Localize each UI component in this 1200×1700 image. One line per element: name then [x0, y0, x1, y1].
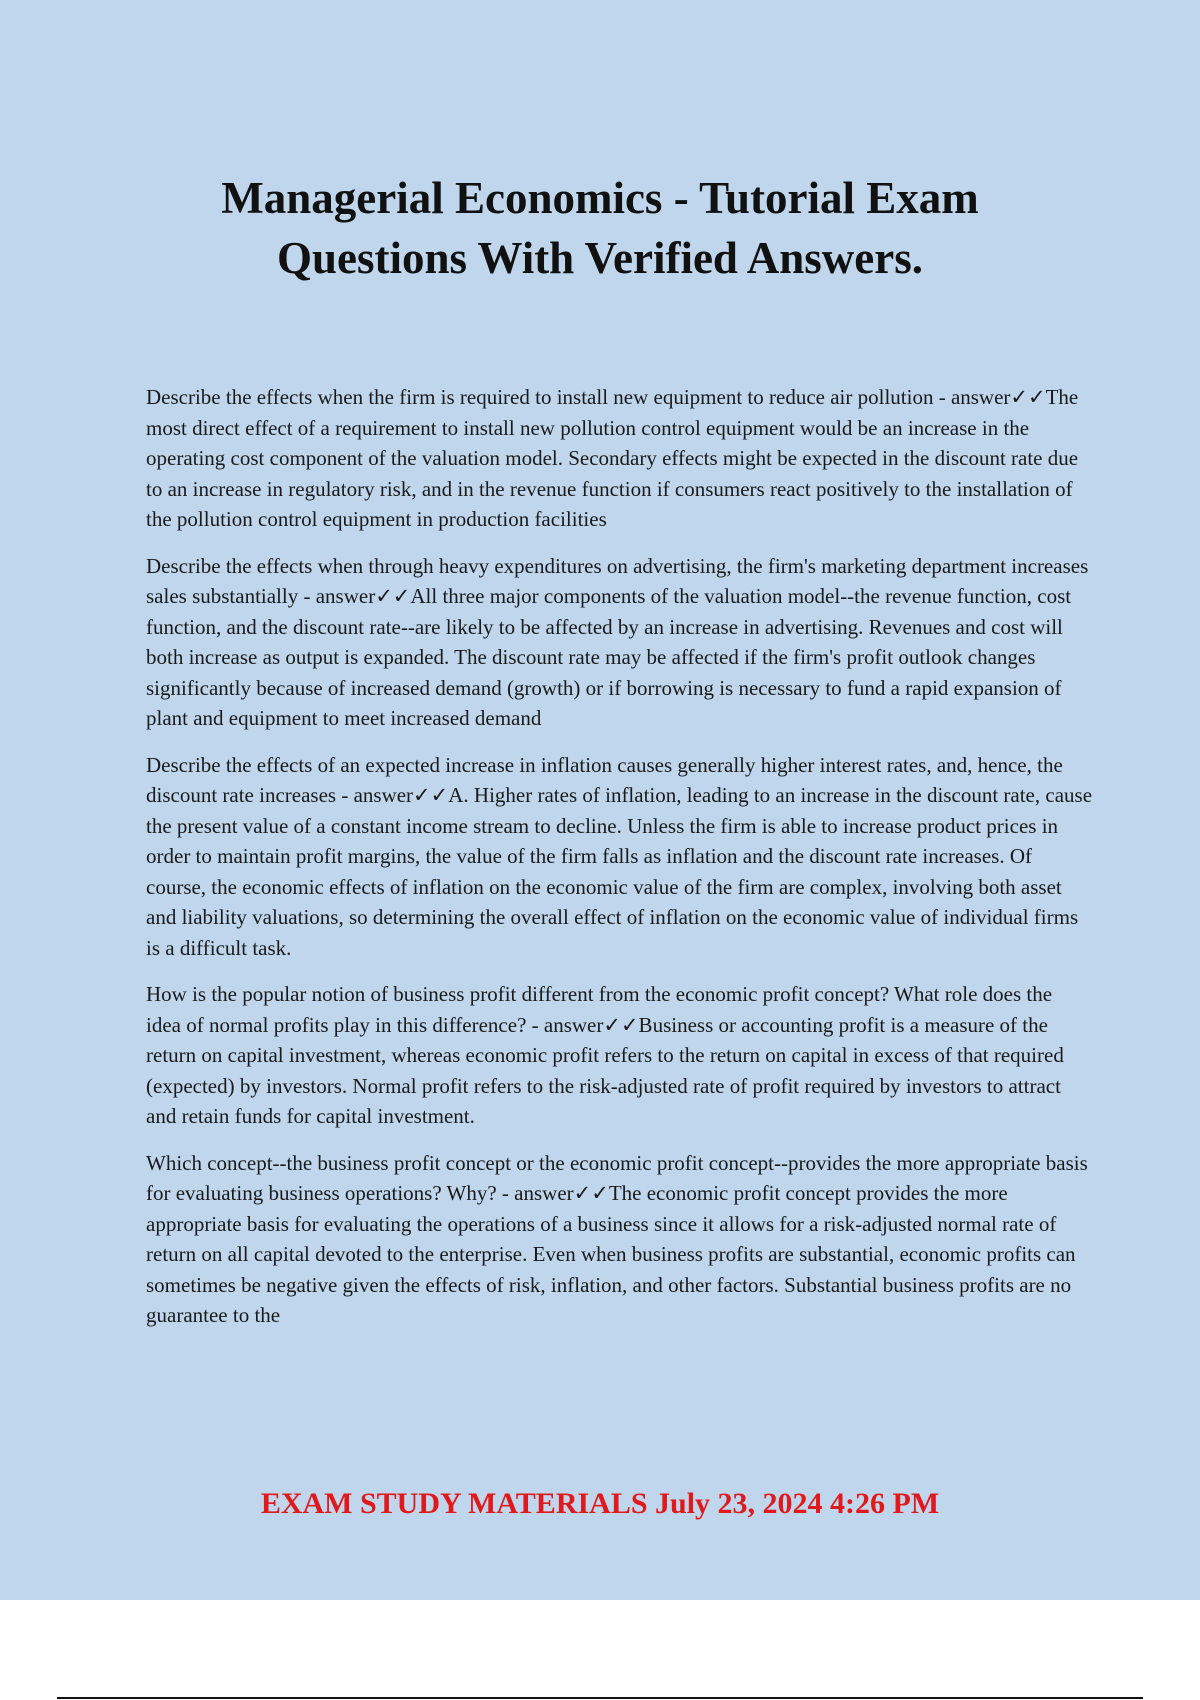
title-line-1: Managerial Economics - Tutorial Exam [221, 173, 979, 223]
qa-paragraph-3: Describe the effects of an expected increase in inflation causes generally higher interest rates, and, hence, the discount rate increases - answer✓✓A. Higher rates of inflation, leading to an increase in the discount rate, cause the present value of a constant income stream to decline. Unless the firm is able to increase product prices in order to maintain profit margins, the value of the firm falls as inflation and the discount rate increases. Of course, the economic effects of inflation on the economic value of the firm are complex, involving both asset and liability valuations, so determining the overall effect of inflation on the economic value of individual firms is a difficult task. [146, 752, 1093, 960]
qa-paragraph-2: Describe the effects when through heavy expenditures on advertising, the firm's marketing department increases sales substantially - answer✓✓All three major components of the valuation model--the revenue function, cost function, and the discount rate--are likely to be affected by an increase in advertising. Revenues and cost will both increase as output is expanded. The discount rate may be affected if the firm's profit outlook changes significantly because of increased demand (growth) or if borrowing is necessary to fund a rapid expansion of plant and equipment to meet increased demand [146, 553, 1089, 730]
title-line-2: Questions With Verified Answers. [277, 233, 923, 283]
qa-paragraph-5: Which concept--the business profit concept or the economic profit concept--provides the more appropriate basis for evaluating business operations? Why? - answer✓✓The economic profit concept provides the more appropriate basis for evaluating the operations of a business since it allows for a risk-adjusted normal rate of return on all capital devoted to the enterprise. Even when business profits are substantial, economic profits can sometimes be negative given the effects of risk, inflation, and other factors. Substantial business profits are no guarantee to the [146, 1150, 1088, 1327]
qa-paragraph-4: How is the popular notion of business profit different from the economic profit concept? What role does the idea of normal profits play in this difference? - answer✓✓Business or accounting profit is a measure of the return on capital investment, whereas economic profit refers to the return on capital in excess of that required (expected) by investors. Normal profit refers to the risk-adjusted rate of profit required by investors to attract and retain funds for capital investment. [146, 982, 1064, 1128]
page-title [0, 168, 1200, 288]
document-body [146, 382, 1092, 1347]
qa-paragraph-1: Describe the effects when the firm is required to install new equipment to reduce air pollution - answer✓✓The most direct effect of a requirement to install new pollution control equipment would be an increase in the operating cost component of the valuation model. Secondary effects might be expected in the discount rate due to an increase in regulatory risk, and in the revenue function if consumers react positively to the installation of the pollution control equipment in production facilities [146, 385, 1079, 531]
bottom-divider [57, 1697, 1143, 1699]
exam-stamp: EXAM STUDY MATERIALS July 23, 2024 4:26 PM [260, 1487, 940, 1520]
